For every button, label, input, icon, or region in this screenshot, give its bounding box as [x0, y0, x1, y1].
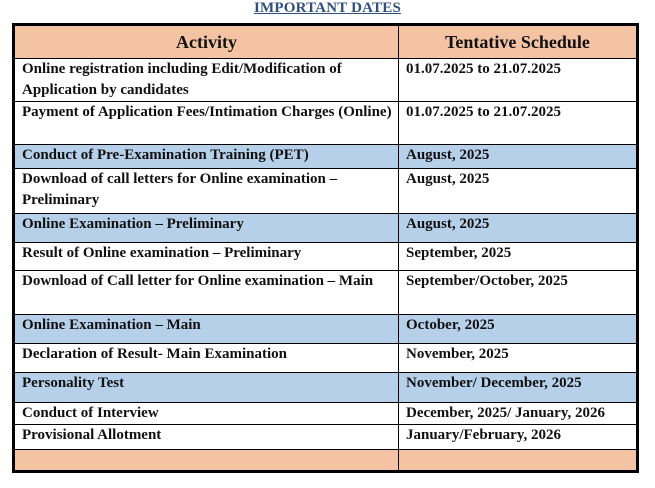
- table-row: [14, 243, 638, 271]
- schedule-cell: September/October, 2025: [399, 271, 638, 315]
- activity-cell: Online Examination – Preliminary: [14, 214, 399, 243]
- table-row: [14, 403, 638, 425]
- schedule-cell: [399, 450, 638, 472]
- activity-cell: Payment of Application Fees/Intimation Charges (Online): [14, 102, 399, 145]
- table-row: [14, 315, 638, 344]
- schedule-cell: November, 2025: [399, 344, 638, 373]
- table-row: [14, 59, 638, 102]
- activity-cell: Conduct of Interview: [14, 403, 399, 425]
- schedule-cell: January/February, 2026: [399, 425, 638, 450]
- schedule-cell: 01.07.2025 to 21.07.2025: [399, 59, 638, 102]
- page-title: IMPORTANT DATES: [253, 0, 402, 16]
- activity-cell: Declaration of Result- Main Examination: [14, 344, 399, 373]
- schedule-cell: October, 2025: [399, 315, 638, 344]
- header-tentative-schedule: Tentative Schedule: [399, 25, 638, 59]
- activity-cell: Online registration including Edit/Modification of Application by candidates: [14, 59, 399, 102]
- table-row: [14, 373, 638, 403]
- schedule-cell: September, 2025: [399, 243, 638, 271]
- schedule-cell: August, 2025: [399, 169, 638, 214]
- schedule-cell: November/ December, 2025: [399, 373, 638, 403]
- table-row: [14, 145, 638, 169]
- table-row: [14, 344, 638, 373]
- activity-cell: Personality Test: [14, 373, 399, 403]
- table-footer-row: [14, 450, 638, 472]
- schedule-cell: August, 2025: [399, 145, 638, 169]
- header-activity: Activity: [14, 25, 399, 59]
- activity-cell: Online Examination – Main: [14, 315, 399, 344]
- schedule-cell: December, 2025/ January, 2026: [399, 403, 638, 425]
- table-header-row: [14, 25, 638, 59]
- table-row: [14, 214, 638, 243]
- activity-cell: [14, 450, 399, 472]
- activity-cell: Result of Online examination – Preliminary: [14, 243, 399, 271]
- table-row: [14, 271, 638, 315]
- schedule-cell: August, 2025: [399, 214, 638, 243]
- important-dates-table: [12, 23, 639, 473]
- activity-cell: Download of Call letter for Online examination – Main: [14, 271, 399, 315]
- table-row: [14, 169, 638, 214]
- schedule-cell: 01.07.2025 to 21.07.2025: [399, 102, 638, 145]
- table-row: [14, 425, 638, 450]
- activity-cell: Conduct of Pre-Examination Training (PET): [14, 145, 399, 169]
- activity-cell: Provisional Allotment: [14, 425, 399, 450]
- activity-cell: Download of call letters for Online examination – Preliminary: [14, 169, 399, 214]
- table-row: [14, 102, 638, 145]
